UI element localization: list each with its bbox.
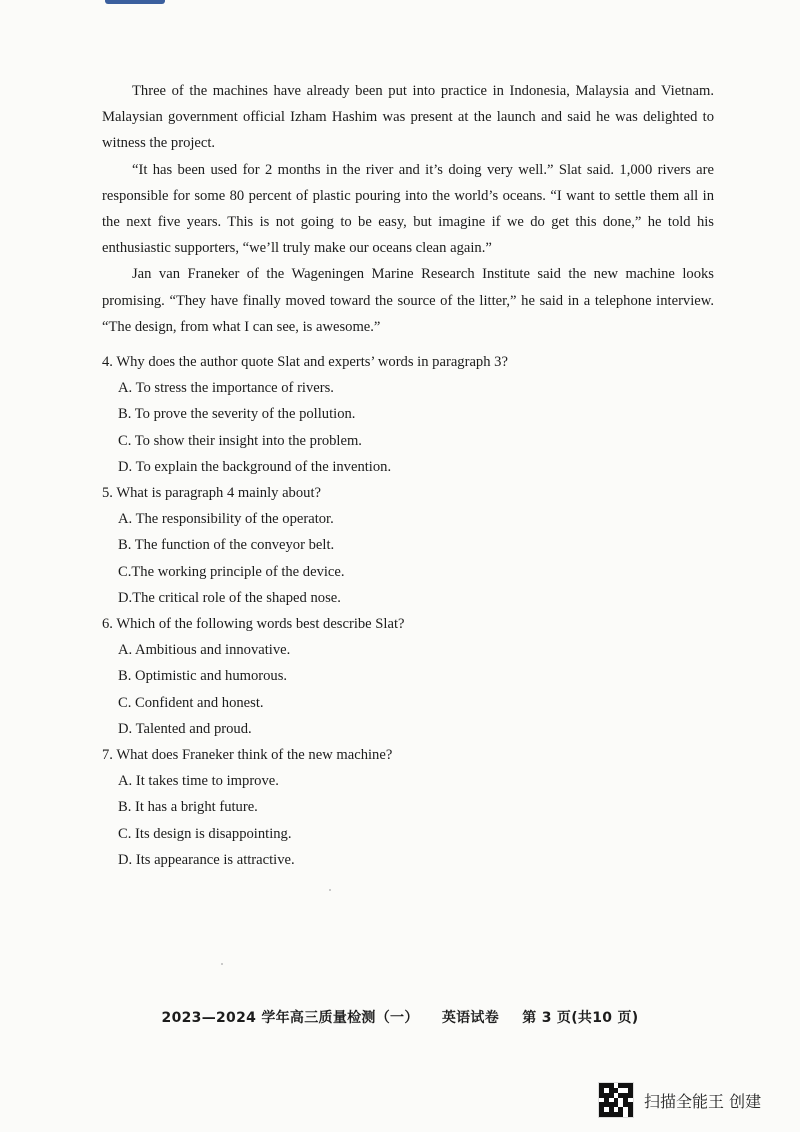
answer-option-c: C. Its design is disappointing. (118, 825, 292, 842)
page-footer (0, 1007, 800, 1027)
question-stem: 7. What does Franeker think of the new machine? (102, 747, 393, 764)
answer-option-b: B. It has a bright future. (118, 799, 258, 816)
passage-paragraph: “It has been used for 2 months in the river and it’s doing very well.” Slat said. 1,000 rivers are responsible for some 80 percent of plastic pouring into the world’s oceans. “I want to settle them all in the next five years. This is not going to be easy, but imagine if we do get this done,” he told his enthusiastic supporters, “we’ll truly make our oceans clean again.” (102, 161, 714, 257)
answer-option-b: B. The function of the conveyor belt. (118, 537, 335, 554)
question-stem: 6. Which of the following words best describe Slat? (102, 616, 405, 633)
question-stem: 5. What is paragraph 4 mainly about? (102, 485, 321, 502)
question-list (102, 349, 714, 873)
question-4 (102, 349, 714, 480)
scan-speck (329, 889, 331, 891)
answer-option-b: B. Optimistic and humorous. (118, 668, 288, 685)
answer-option-d: D. To explain the background of the invention. (118, 458, 392, 475)
answer-option-d: D. Talented and proud. (118, 720, 252, 737)
answer-option-c: C. Confident and honest. (118, 694, 264, 711)
answer-option-d: D. Its appearance is attractive. (118, 851, 295, 868)
top-edge-mark (105, 0, 165, 4)
passage-paragraph: Three of the machines have already been put into practice in Indonesia, Malaysia and Vietnam. Malaysian government official Izham Hashim was present at the launch and said he was delighted to witness the project. (102, 83, 714, 152)
scanner-watermark (598, 1082, 761, 1118)
question-stem: 4. Why does the author quote Slat and experts’ words in paragraph 3? (102, 354, 508, 370)
subject-label: 英语试卷 (441, 1010, 500, 1026)
qr-code-icon (598, 1082, 634, 1118)
question-7 (102, 742, 714, 873)
answer-option-d: D.The critical role of the shaped nose. (118, 589, 341, 606)
answer-option-a: A. Ambitious and innovative. (118, 642, 291, 659)
answer-option-a: A. It takes time to improve. (118, 773, 279, 790)
exam-title: 2023—2024 学年高三质量检测（一） (161, 1010, 419, 1026)
question-5 (102, 480, 714, 611)
answer-option-c: C.The working principle of the device. (118, 563, 345, 580)
question-6 (102, 611, 714, 742)
answer-option-b: B. To prove the severity of the pollution. (118, 406, 356, 423)
page-number: 第 3 页(共10 页) (522, 1010, 639, 1026)
watermark-text: 扫描全能王 创建 (644, 1091, 762, 1111)
answer-option-a: A. The responsibility of the operator. (118, 511, 334, 528)
reading-passage (102, 78, 714, 340)
answer-option-c: C. To show their insight into the problem. (118, 432, 362, 449)
passage-paragraph: Jan van Franeker of the Wageningen Marine Research Institute said the new machine looks promising. “They have finally moved toward the source of the litter,” he said in a telephone interview. “The design, from what I can see, is awesome.” (102, 266, 714, 335)
answer-option-a: A. To stress the importance of rivers. (118, 380, 334, 397)
scan-speck (221, 963, 223, 965)
